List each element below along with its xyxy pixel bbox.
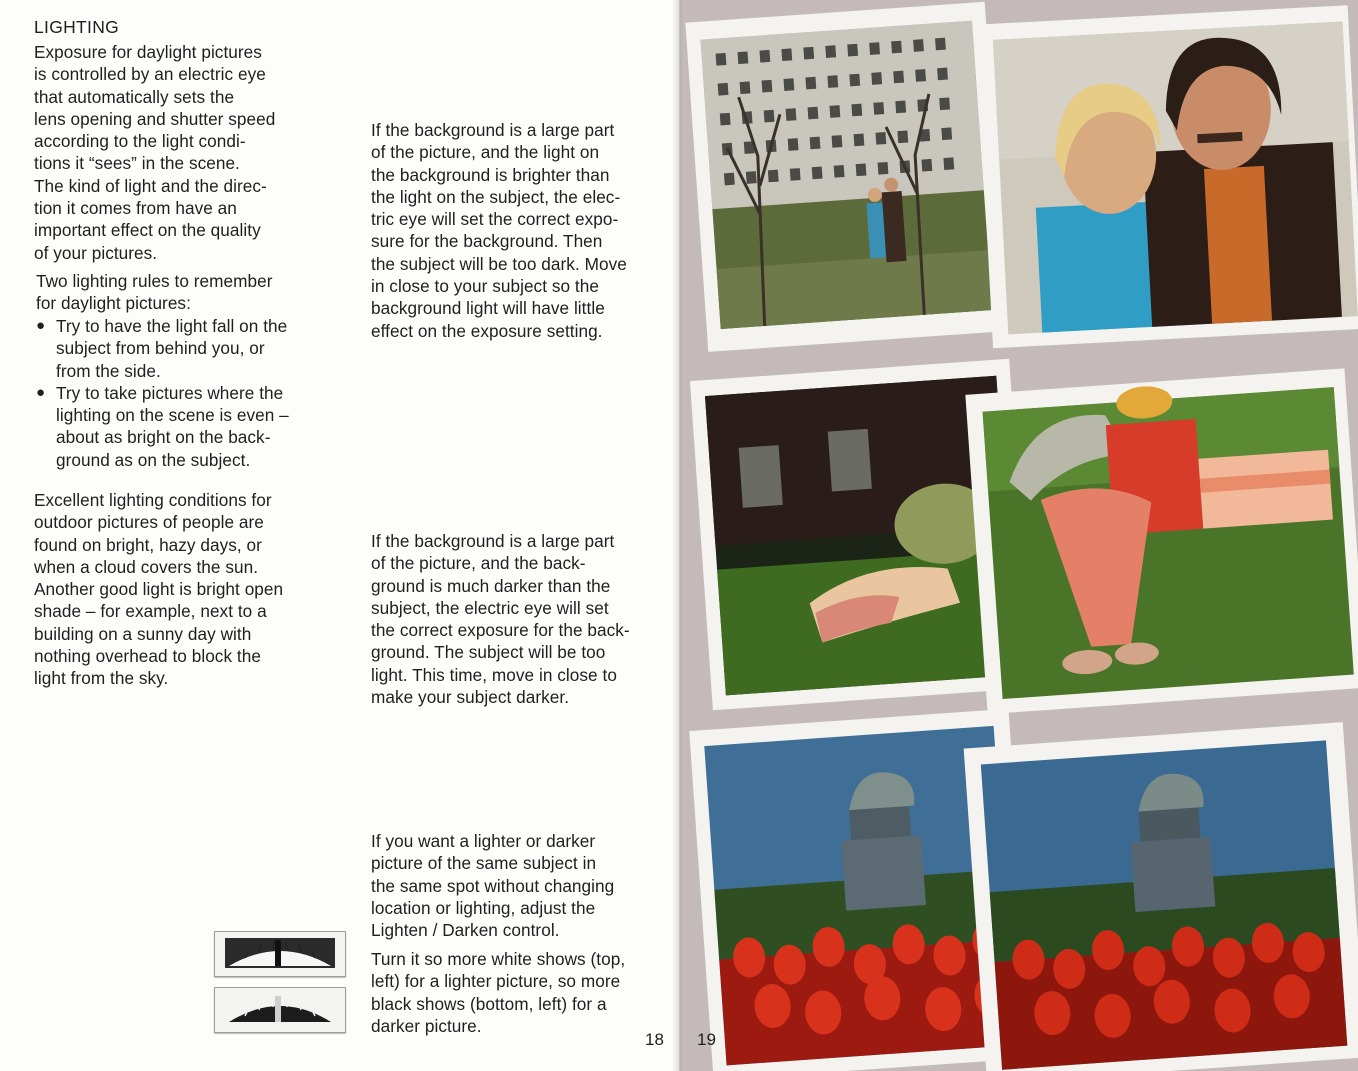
lighting-rules-list: [34, 315, 334, 471]
section-heading: LIGHTING: [34, 17, 120, 37]
rules-lead-paragraph: Two lighting rules to remember for daylight pictures:: [36, 271, 273, 314]
bullet-icon: ●: [36, 317, 46, 334]
page-number-left: 18: [645, 1030, 665, 1049]
photo-couple-close: [976, 5, 1358, 348]
photo-couple-far: [685, 2, 1007, 352]
dark-background-paragraph: If the background is a large part of the picture, and the back- ground is much darker than the subject, the electric eye will set the correct exposure for the back- ground. The subject will be too light. This time, move in close to make your subject darker.: [371, 531, 630, 708]
photo-lounge-close: [965, 368, 1358, 714]
dial-lighter-icon: [214, 931, 346, 977]
rule-text: Try to take pictures where the lighting on the scene is even – about as bright on the back- ground as on the subject.: [56, 382, 289, 470]
page-number-right: 19: [697, 1030, 717, 1049]
bullet-icon: ●: [36, 383, 46, 401]
excellent-lighting-paragraph: Excellent lighting conditions for outdoor pictures of people are found on bright, hazy days, or when a cloud covers the sun. Another good light is bright open shade – for example, next to a building on a sunny day with nothing overhead to block the light from the sky.: [34, 490, 284, 689]
list-item: [34, 315, 334, 382]
photo-statue-darker: [964, 722, 1358, 1071]
dial-darker-icon: [214, 987, 346, 1033]
page-19: [684, 0, 1358, 1071]
bright-background-paragraph: If the background is a large part of the picture, and the light on the background is brighter than the light on the subject, the elec- tric eye will set the correct expo- sure for the background. Then the subject will be too dark. Move in close to your subject so the background light will have little effect on the exposure setting.: [371, 120, 627, 341]
rule-text: Try to have the light fall on the subject from behind you, or from the side.: [56, 316, 288, 381]
turn-control-paragraph: Turn it so more white shows (top, left) for a lighter picture, so more black shows (bottom, left) for a darker picture.: [371, 949, 626, 1036]
lighten-darken-paragraph: If you want a lighter or darker picture of the same subject in the same spot without changing location or lighting, adjust the Lighten / Darken control.: [371, 831, 615, 941]
intro-paragraph: Exposure for daylight pictures is controlled by an electric eye that automatically sets the lens opening and shutter speed according to the light condi- tions it “sees” in the scene. The kind of light and the direc- tion it comes from have an important effect on the quality of your pictures.: [34, 42, 276, 263]
list-item: [34, 382, 334, 471]
